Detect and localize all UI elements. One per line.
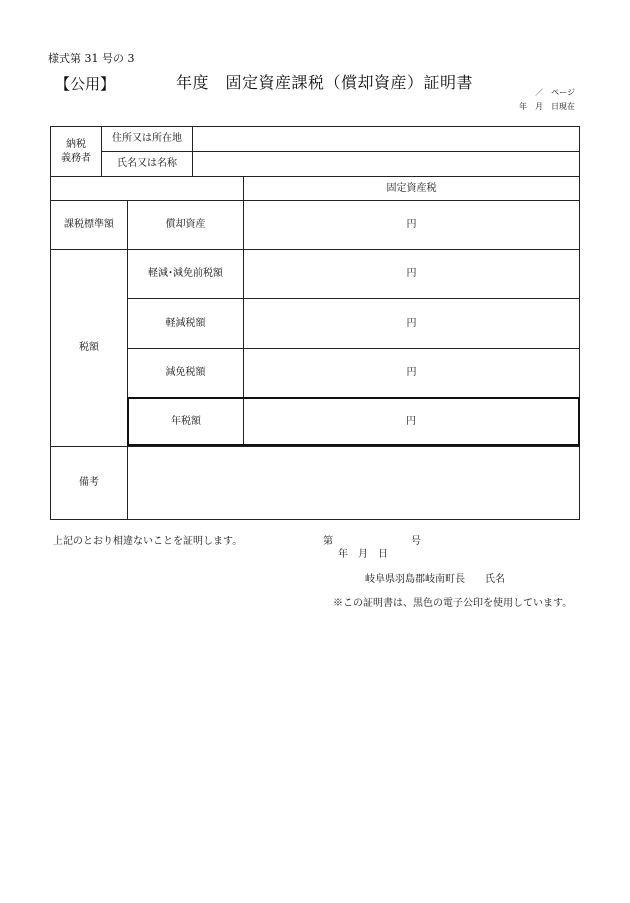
remarks-label: 備考 xyxy=(79,477,99,489)
name-label: 氏名又は名称 xyxy=(117,158,177,170)
certification-text: 上記のとおり相違ないことを証明します。 xyxy=(53,536,243,547)
certificate-number-suffix: 号 xyxy=(411,536,421,547)
tax-amount-label: 税額 xyxy=(79,342,99,354)
column-header-fixed-asset-tax: 固定資産税 xyxy=(386,182,437,194)
pre-reduction-tax-unit: 円 xyxy=(406,268,417,280)
taxpayer-label: 納税 義務者 xyxy=(61,139,91,164)
annual-tax-label: 年税額 xyxy=(171,415,201,427)
tax-base-value-unit: 円 xyxy=(406,219,417,231)
issuer-name: 岐阜県羽島郡岐南町長 氏名 xyxy=(365,574,505,585)
certificate-number-prefix: 第 xyxy=(323,536,333,547)
page-indicator: ／ ページ xyxy=(535,88,575,97)
reduction-tax-unit: 円 xyxy=(406,317,417,329)
form-number: 様式第 31 号の 3 xyxy=(48,52,135,65)
name-field[interactable] xyxy=(193,152,579,176)
tax-base-label: 課税標準額 xyxy=(64,219,114,231)
depreciable-assets-label: 償却資産 xyxy=(165,219,206,231)
issue-date: 年 月 日 xyxy=(338,549,388,560)
as-of-date: 年 月 日現在 xyxy=(519,102,575,111)
exemption-tax-unit: 円 xyxy=(406,367,417,379)
annual-tax-unit: 円 xyxy=(406,415,416,427)
public-use-label: 【公用】 xyxy=(55,75,116,93)
electronic-seal-note: ※この証明書は、黒色の電子公印を使用しています。 xyxy=(333,598,573,609)
pre-reduction-tax-label: 軽減･減免前税額 xyxy=(148,268,223,280)
reduction-tax-label: 軽減税額 xyxy=(165,317,206,329)
exemption-tax-label: 減免税額 xyxy=(165,367,206,379)
document-title: 年度 固定資産課税（償却資産）証明書 xyxy=(176,73,474,92)
address-label: 住所又は所在地 xyxy=(112,133,182,145)
address-field[interactable] xyxy=(193,127,579,151)
remarks-field[interactable] xyxy=(128,447,579,519)
